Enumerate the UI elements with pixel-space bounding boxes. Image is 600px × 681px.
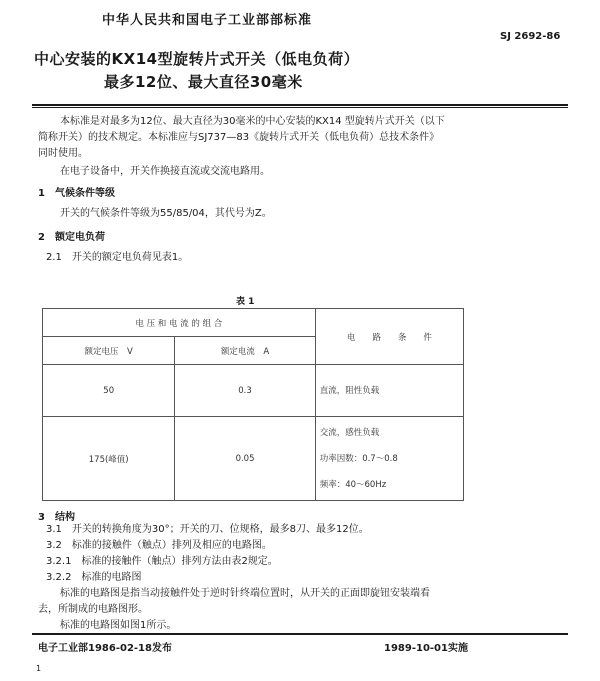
section-3-heading: 3 结构 [38, 512, 75, 523]
table-header-combination: 电 压 和 电 流 的 组 合 [43, 309, 316, 337]
title-rule-upper [32, 104, 568, 106]
table-row [43, 417, 464, 501]
condition-line: 交流，感性负载 [319, 427, 380, 438]
intro-paragraph-line1: 本标准是对最多为12位、最大直径为30毫米的中心安装的KX14 型旋转片式开关（以下 [60, 116, 445, 127]
section-3-2-1-text: 3.2.1 标准的接触件（触点）排列方法由表2规定。 [46, 556, 278, 567]
condition-line: 功率因数：0.7～0.8 [319, 453, 398, 464]
section-2-1-text: 2.1 开关的额定电负荷见表1。 [46, 252, 189, 263]
table-row [43, 365, 464, 417]
section-3-paragraph-line2: 去，所制成的电路图形。 [38, 604, 148, 615]
table-cell-current: 0.05 [175, 417, 315, 501]
table-cell-voltage: 175(峰值) [43, 417, 175, 501]
issue-date: 电子工业部1986-02-18发布 [38, 643, 172, 654]
section-3-paragraph-line1: 标准的电路图是指当动接触件处于逆时针终端位置时，从开关的正面即旋钮安装端看 [60, 588, 430, 599]
table-cell-voltage: 50 [43, 365, 175, 417]
table-header-rated-current: 额定电流 A [175, 337, 315, 365]
table-header-circuit-condition: 电 路 条 件 [315, 309, 463, 365]
condition-line: 频率：40～60Hz [319, 479, 387, 490]
intro-paragraph-line3: 同时使用。 [38, 148, 88, 159]
document-title-line2: 最多12位、最大直径30毫米 [104, 73, 303, 91]
section-1-text: 开关的气候条件等级为55/85/04，其代号为Z。 [60, 208, 272, 219]
standard-code: SJ 2692-86 [500, 31, 561, 42]
intro-paragraph-line2: 简称开关）的技术规定。本标准应与SJ737—83《旋转片式开关（低电负荷）总技术条件》 [38, 132, 440, 143]
table-1-caption: 表 1 [236, 297, 255, 307]
condition-line: 直流，阻性负载 [319, 385, 380, 396]
document-title-line1: 中心安装的KX14型旋转片式开关（低电负荷） [34, 50, 360, 68]
section-3-2-2-text: 3.2.2 标准的电路图 [46, 572, 142, 583]
section-1-heading: 1 气候条件等级 [38, 188, 115, 199]
table-cell-condition [315, 417, 463, 501]
table-header-rated-voltage: 额定电压 V [43, 337, 175, 365]
title-rule-lower [32, 107, 568, 108]
table-cell-condition [315, 365, 463, 417]
section-2-heading: 2 额定电负荷 [38, 232, 105, 243]
section-3-2-text: 3.2 标准的接触件（触点）排列及相应的电路图。 [46, 540, 272, 551]
section-3-paragraph-2: 标准的电路图如图1所示。 [60, 620, 177, 631]
footer-rule [32, 633, 568, 635]
issuing-organization: 中华人民共和国电子工业部部标准 [102, 13, 313, 28]
page-number: 1 [36, 664, 42, 673]
table-1 [42, 308, 464, 501]
table-cell-current: 0.3 [175, 365, 315, 417]
intro-paragraph-2: 在电子设备中，开关作换接直流或交流电路用。 [60, 166, 270, 177]
section-3-1-text: 3.1 开关的转换角度为30°；开关的刀、位规格，最多8刀、最多12位。 [46, 524, 369, 535]
effective-date: 1989-10-01实施 [384, 643, 468, 654]
